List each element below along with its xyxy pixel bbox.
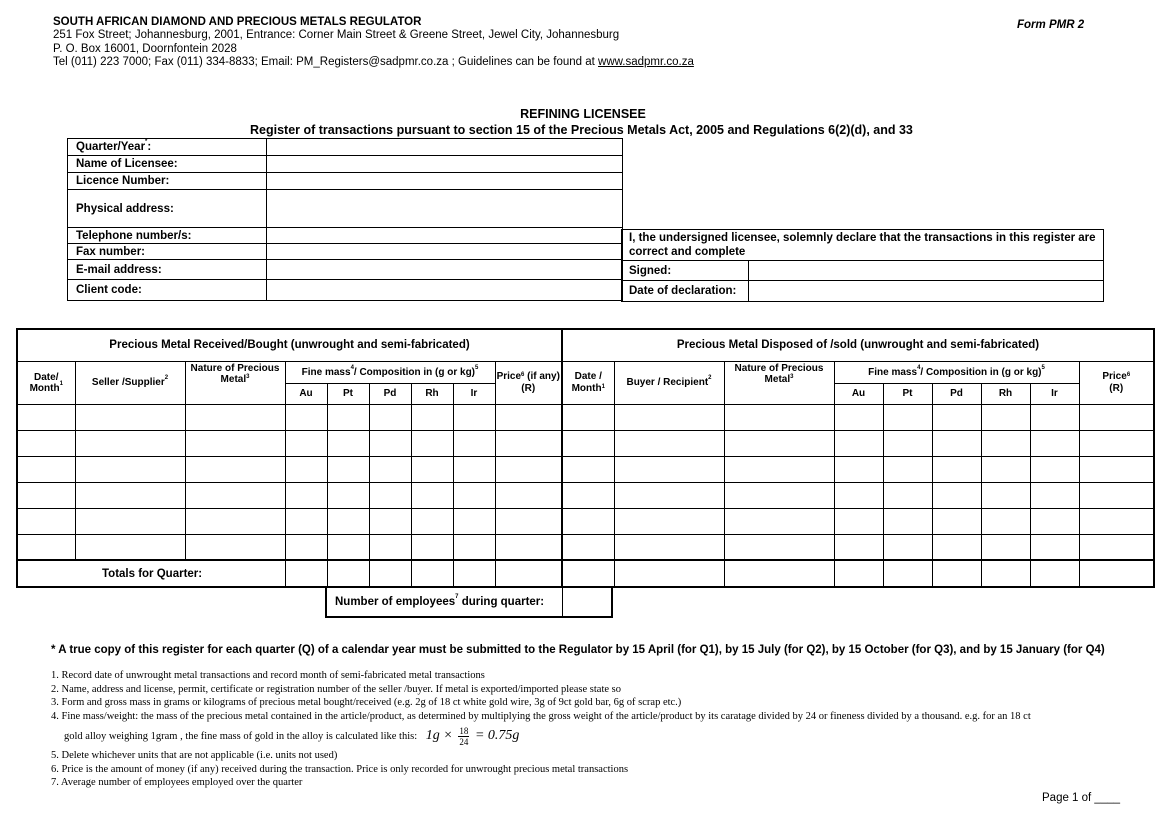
footnote-5: 5. Delete whichever units that are not applicable (i.e. units not used) <box>51 750 338 761</box>
register-cell[interactable] <box>285 482 327 508</box>
register-cell[interactable] <box>932 508 981 534</box>
employees-table <box>325 588 613 618</box>
register-cell[interactable] <box>17 456 75 482</box>
register-cell[interactable] <box>75 534 185 560</box>
register-cell[interactable] <box>834 534 883 560</box>
register-cell[interactable] <box>495 456 562 482</box>
org-contact <box>53 56 694 69</box>
nature-header-left: Nature of Precious Metal$^3$ <box>185 361 285 404</box>
footnote-4: 4. Fine mass/weight: the mass of the precious metal contained in the article/product, as determined by multiplying the gross weight of the article/product by its caratage divided by 24 or fineness divided by a thousand. e.g. for an 18 ct <box>51 710 1031 722</box>
metal-pt-left: Pt <box>327 383 369 404</box>
register-cell[interactable] <box>932 482 981 508</box>
register-cell[interactable] <box>285 508 327 534</box>
register-cell[interactable] <box>562 482 614 508</box>
register-cell[interactable] <box>75 404 185 430</box>
register-cell[interactable] <box>614 508 724 534</box>
register-cell[interactable] <box>327 456 369 482</box>
register-cell[interactable] <box>562 534 614 560</box>
register-entry-row <box>17 534 1154 560</box>
price-header-left: Price$^6$ (if any) (R) <box>495 361 562 404</box>
register-cell[interactable] <box>495 508 562 534</box>
register-cell[interactable] <box>1030 508 1079 534</box>
website-link[interactable]: www.sadpmr.co.za <box>598 55 694 68</box>
metal-ir-left: Ir <box>453 383 495 404</box>
register-cell[interactable] <box>369 482 411 508</box>
total-cell[interactable] <box>327 560 369 587</box>
register-cell[interactable] <box>932 456 981 482</box>
metal-pt-right: Pt <box>883 383 932 404</box>
register-cell[interactable] <box>453 508 495 534</box>
register-cell[interactable] <box>834 482 883 508</box>
register-cell[interactable] <box>285 404 327 430</box>
register-cell[interactable] <box>411 430 453 456</box>
register-rows <box>17 404 1154 560</box>
register-cell[interactable] <box>495 404 562 430</box>
register-cell[interactable] <box>883 482 932 508</box>
register-cell[interactable] <box>327 508 369 534</box>
register-cell[interactable] <box>185 508 285 534</box>
register-entry-row <box>17 508 1154 534</box>
register-cell[interactable] <box>1079 508 1154 534</box>
total-cell[interactable] <box>834 560 883 587</box>
register-cell[interactable] <box>411 456 453 482</box>
register-cell[interactable] <box>17 508 75 534</box>
nature-header-right: Nature of Precious Metal$^3$ <box>724 361 834 404</box>
register-cell[interactable] <box>834 430 883 456</box>
register-cell[interactable] <box>453 404 495 430</box>
declaration-date-label: Date of declaration: <box>622 281 749 302</box>
employees-field[interactable] <box>562 588 612 617</box>
register-cell[interactable] <box>981 508 1030 534</box>
licence-number-field[interactable] <box>267 173 623 190</box>
contact-text: Tel (011) 223 7000; Fax (011) 334-8833; Email: PM_Registers@sadpmr.co.za ; Guidelines can be found at <box>53 55 599 68</box>
register-cell[interactable] <box>724 508 834 534</box>
register-cell[interactable] <box>614 404 724 430</box>
register-cell[interactable] <box>883 508 932 534</box>
metal-pd-left: Pd <box>369 383 411 404</box>
register-cell[interactable] <box>285 534 327 560</box>
register-cell[interactable] <box>981 430 1030 456</box>
register-cell[interactable] <box>453 482 495 508</box>
buyer-header: Buyer / Recipient$^2$ <box>614 361 724 404</box>
footnote-4-text: gold alloy weighing 1gram , the fine mass of gold in the alloy is calculated like this: <box>64 730 418 742</box>
register-cell[interactable] <box>883 404 932 430</box>
metal-pd-right: Pd <box>932 383 981 404</box>
register-cell[interactable] <box>327 534 369 560</box>
register-cell[interactable] <box>453 456 495 482</box>
register-cell[interactable] <box>1030 534 1079 560</box>
regulator-header <box>53 16 694 69</box>
footnote-4-cont <box>51 726 1031 747</box>
register-cell[interactable] <box>1079 534 1154 560</box>
telephone-label: Telephone number/s: <box>68 228 267 244</box>
total-cell[interactable] <box>453 560 495 587</box>
register-cell[interactable] <box>411 482 453 508</box>
register-cell[interactable] <box>369 534 411 560</box>
register-cell[interactable] <box>614 430 724 456</box>
client-code-field[interactable] <box>267 280 623 301</box>
register-entry-row <box>17 404 1154 430</box>
form-subtitle: Register of transactions pursuant to section 15 of the Precious Metals Act, 2005 and Regulations 6(2)(d), and 33 <box>250 123 913 137</box>
total-cell[interactable] <box>411 560 453 587</box>
physical-address-label: Physical address: <box>68 190 267 228</box>
register-cell[interactable] <box>17 404 75 430</box>
licence-number-label: Licence Number: <box>68 173 267 190</box>
fax-label: Fax number: <box>68 244 267 260</box>
employees-label: Number of employees$^7$ during quarter: <box>326 588 562 617</box>
total-cell[interactable] <box>562 560 614 587</box>
register-cell[interactable] <box>981 482 1030 508</box>
licensee-info-table <box>67 138 623 301</box>
signed-field[interactable] <box>749 261 1104 281</box>
register-cell[interactable] <box>185 482 285 508</box>
register-cell[interactable] <box>981 534 1030 560</box>
register-cell[interactable] <box>327 404 369 430</box>
register-cell[interactable] <box>724 430 834 456</box>
register-cell[interactable] <box>453 534 495 560</box>
register-cell[interactable] <box>724 404 834 430</box>
totals-label: Totals for Quarter: <box>17 560 285 587</box>
register-cell[interactable] <box>981 456 1030 482</box>
register-cell[interactable] <box>724 482 834 508</box>
register-cell[interactable] <box>1030 482 1079 508</box>
footnote-1: 1. Record date of unwrought metal transactions and record month of semi-fabricated metal transactions <box>51 670 485 681</box>
footnote-3: 3. Form and gross mass in grams or kilograms of precious metal bought/received (e.g. 2g of 18 ct white gold wire, 3g of 9ct gold bar, 6g of scrap etc.) <box>51 697 682 708</box>
signed-label: Signed: <box>622 261 749 281</box>
register-cell[interactable] <box>495 534 562 560</box>
date-month-header: Date/ Month$^1$ <box>17 361 75 404</box>
register-entry-row <box>17 430 1154 456</box>
total-cell[interactable] <box>369 560 411 587</box>
register-cell[interactable] <box>562 430 614 456</box>
org-name: SOUTH AFRICAN DIAMOND AND PRECIOUS METALS REGULATOR <box>53 16 422 28</box>
email-label: E-mail address: <box>68 260 267 280</box>
register-cell[interactable] <box>369 508 411 534</box>
register-cell[interactable] <box>185 430 285 456</box>
disposed-section-title: Precious Metal Disposed of /sold (unwrought and semi-fabricated) <box>562 329 1154 361</box>
form-title: REFINING LICENSEE <box>520 107 646 121</box>
register-cell[interactable] <box>981 404 1030 430</box>
register-cell[interactable] <box>1079 482 1154 508</box>
telephone-field[interactable] <box>267 228 623 244</box>
register-entry-row <box>17 482 1154 508</box>
total-cell[interactable] <box>285 560 327 587</box>
org-pobox: P. O. Box 16001, Doornfontein 2028 <box>53 42 237 55</box>
register-cell[interactable] <box>834 404 883 430</box>
total-cell[interactable] <box>883 560 932 587</box>
register-cell[interactable] <box>1030 456 1079 482</box>
page-number: Page 1 of ____ <box>1042 792 1121 804</box>
total-cell[interactable] <box>614 560 724 587</box>
fine-mass-header-left: Fine mass$^4$/ Composition in (g or kg)$^5$ <box>285 361 495 383</box>
declaration-text: I, the undersigned licensee, solemnly declare that the transactions in this register are correct and complete <box>622 230 1104 261</box>
metal-rh-left: Rh <box>411 383 453 404</box>
register-cell[interactable] <box>369 456 411 482</box>
register-cell[interactable] <box>75 430 185 456</box>
register-cell[interactable] <box>614 534 724 560</box>
register-cell[interactable] <box>834 508 883 534</box>
register-cell[interactable] <box>369 404 411 430</box>
quarter-label: Quarter/Year*: <box>68 139 267 156</box>
submission-note: * A true copy of this register for each quarter (Q) of a calendar year must be submitted to the Regulator by 15 April (for Q1), by 15 July (for Q2), by 15 October (for Q3), and by 15 January (for Q4) <box>51 644 1105 656</box>
form-number: Form PMR 2 <box>1017 19 1085 31</box>
register-cell[interactable] <box>1079 456 1154 482</box>
footnote-6: 6. Price is the amount of money (if any) received during the transaction. Price is only recorded for unwrought precious metal transactions <box>51 763 629 775</box>
register-cell[interactable] <box>562 508 614 534</box>
metal-ir-right: Ir <box>1030 383 1079 404</box>
register-cell[interactable] <box>834 456 883 482</box>
register-cell[interactable] <box>724 456 834 482</box>
register-cell[interactable] <box>883 456 932 482</box>
register-cell[interactable] <box>562 456 614 482</box>
register-cell[interactable] <box>185 404 285 430</box>
footnotes <box>51 669 1031 790</box>
register-cell[interactable] <box>411 534 453 560</box>
total-cell[interactable] <box>932 560 981 587</box>
register-cell[interactable] <box>185 534 285 560</box>
footnote-2: 2. Name, address and license, permit, certificate or registration number of the seller /buyer. If metal is exported/imported please state so <box>51 683 622 695</box>
register-cell[interactable] <box>453 430 495 456</box>
register-cell[interactable] <box>411 508 453 534</box>
physical-address-field[interactable] <box>267 190 623 228</box>
register-cell[interactable] <box>1079 404 1154 430</box>
licensee-name-field[interactable] <box>267 156 623 173</box>
metal-au-right: Au <box>834 383 883 404</box>
register-cell[interactable] <box>285 430 327 456</box>
register-cell[interactable] <box>75 482 185 508</box>
register-entry-row <box>17 456 1154 482</box>
register-cell[interactable] <box>1030 404 1079 430</box>
register-table <box>16 328 1155 588</box>
price-header-right: Price$^6$ (R) <box>1079 361 1154 404</box>
register-cell[interactable] <box>1079 430 1154 456</box>
footnote-7: 7. Average number of employees employed over the quarter <box>51 777 303 788</box>
formula-fraction: $\frac{18}{24}$ <box>459 726 469 747</box>
received-section-title: Precious Metal Received/Bought (unwrought and semi-fabricated) <box>17 329 562 361</box>
formula-lhs: 1g × <box>425 727 453 743</box>
register-cell[interactable] <box>495 430 562 456</box>
declaration-date-field[interactable] <box>749 281 1104 302</box>
seller-header: Seller /Supplier$^2$ <box>75 361 185 404</box>
register-cell[interactable] <box>932 430 981 456</box>
date-month-header-right: Date / Month$^1$ <box>562 361 614 404</box>
register-cell[interactable] <box>495 482 562 508</box>
formula-rhs: = 0.75g <box>474 727 520 743</box>
register-cell[interactable] <box>369 430 411 456</box>
register-cell[interactable] <box>724 534 834 560</box>
register-cell[interactable] <box>614 456 724 482</box>
register-cell[interactable] <box>17 430 75 456</box>
total-cell[interactable] <box>495 560 562 587</box>
total-cell[interactable] <box>1030 560 1079 587</box>
register-cell[interactable] <box>285 456 327 482</box>
register-cell[interactable] <box>932 404 981 430</box>
total-cell[interactable] <box>724 560 834 587</box>
org-address: 251 Fox Street; Johannesburg, 2001, Entrance: Corner Main Street & Greene Street, Jewel City, Johannesburg <box>53 29 620 42</box>
client-code-label: Client code: <box>68 280 267 301</box>
register-cell[interactable] <box>75 508 185 534</box>
register-cell[interactable] <box>327 430 369 456</box>
register-cell[interactable] <box>17 482 75 508</box>
register-cell[interactable] <box>562 404 614 430</box>
total-cell[interactable] <box>1079 560 1154 587</box>
register-cell[interactable] <box>75 456 185 482</box>
register-cell[interactable] <box>883 430 932 456</box>
declaration-table <box>621 229 1104 302</box>
register-cell[interactable] <box>185 456 285 482</box>
metal-rh-right: Rh <box>981 383 1030 404</box>
register-cell[interactable] <box>327 482 369 508</box>
register-cell[interactable] <box>614 482 724 508</box>
register-cell[interactable] <box>932 534 981 560</box>
register-cell[interactable] <box>1030 430 1079 456</box>
totals-row <box>17 560 1154 587</box>
quarter-field[interactable] <box>267 139 623 156</box>
fax-field[interactable] <box>267 244 623 260</box>
fine-mass-header-right: Fine mass$^4$/ Composition in (g or kg)$^5$ <box>834 361 1079 383</box>
total-cell[interactable] <box>981 560 1030 587</box>
email-field[interactable] <box>267 260 623 280</box>
register-cell[interactable] <box>411 404 453 430</box>
register-cell[interactable] <box>883 534 932 560</box>
licensee-name-label: Name of Licensee: <box>68 156 267 173</box>
register-cell[interactable] <box>17 534 75 560</box>
metal-au-left: Au <box>285 383 327 404</box>
